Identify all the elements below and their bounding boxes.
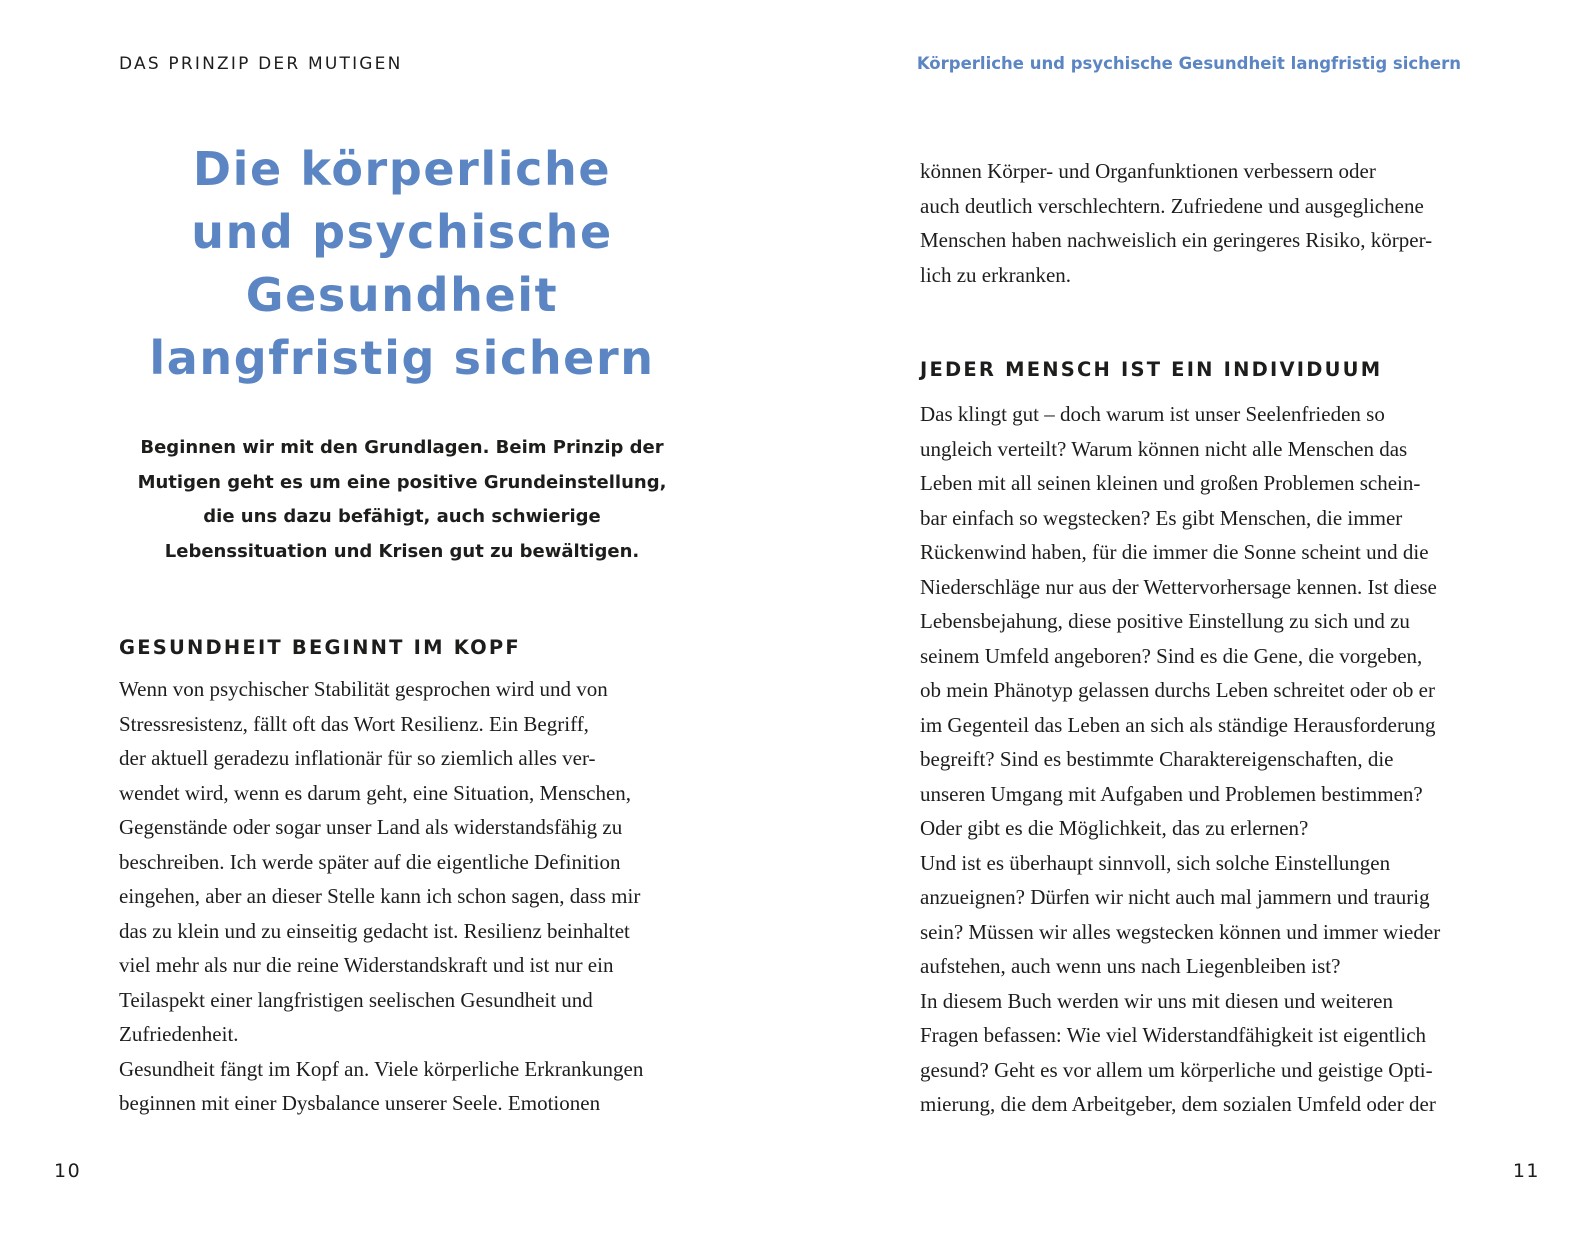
page-number-left: 10 bbox=[54, 1160, 82, 1182]
body-line: Gegenstände oder sogar unser Land als widerstandsfähig zu bbox=[119, 815, 623, 839]
body-line: Zufriedenheit. bbox=[119, 1022, 239, 1046]
body-line: mierung, die dem Arbeitgeber, dem sozialen Umfeld oder der bbox=[920, 1092, 1436, 1116]
body-line: sein? Müssen wir alles wegstecken können und immer wieder bbox=[920, 919, 1441, 944]
chapter-title-line: und psychische bbox=[191, 205, 613, 259]
body-line: können Körper- und Organfunktionen verbessern oder bbox=[920, 159, 1376, 183]
intro-line: die uns dazu befähigt, auch schwierige bbox=[203, 506, 601, 527]
body-text-right bbox=[920, 397, 1440, 1122]
section-heading-individuum: JEDER MENSCH IST EIN INDIVIDUUM bbox=[920, 358, 1383, 381]
section-heading-gesundheit: GESUNDHEIT BEGINNT IM KOPF bbox=[119, 636, 521, 659]
body-line: viel mehr als nur die reine Widerstandskraft und ist nur ein bbox=[119, 953, 614, 977]
body-line: gesund? Geht es vor allem um körperliche und geistige Opti- bbox=[920, 1057, 1433, 1082]
body-line: Wenn von psychischer Stabilität gesprochen wird und von bbox=[119, 677, 608, 701]
body-line: In diesem Buch werden wir uns mit diesen und weiteren bbox=[920, 988, 1393, 1013]
body-line: im Gegenteil das Leben an sich als ständige Herausforderung bbox=[920, 712, 1436, 737]
body-line: das zu klein und zu einseitig gedacht ist. Resilienz beinhaltet bbox=[119, 918, 630, 943]
right-page bbox=[797, 0, 1594, 1240]
body-line: unseren Umgang mit Aufgaben und Problemen bestimmen? bbox=[920, 781, 1423, 806]
body-line: seinem Umfeld angeboren? Sind es die Gene, die vorgeben, bbox=[920, 643, 1423, 668]
body-line: Niederschläge nur aus der Wettervorhersage kennen. Ist diese bbox=[920, 574, 1437, 599]
body-line: begreift? Sind es bestimmte Charaktereigenschaften, die bbox=[920, 747, 1394, 771]
body-line: Stressresistenz, fällt oft das Wort Resilienz. Ein Begriff, bbox=[119, 711, 589, 736]
body-line: beginnen mit einer Dysbalance unserer Seele. Emotionen bbox=[119, 1091, 601, 1115]
page-number-right: 11 bbox=[1512, 1160, 1540, 1182]
body-line: Lebensbejahung, diese positive Einstellung zu sich und zu bbox=[920, 609, 1410, 633]
body-line: Leben mit all seinen kleinen und großen Problemen schein- bbox=[920, 471, 1421, 495]
body-line: der aktuell geradezu inflationär für so ziemlich alles ver- bbox=[119, 746, 596, 770]
body-line: Fragen befassen: Wie viel Widerstandfähigkeit ist eigentlich bbox=[920, 1023, 1427, 1047]
body-line: Gesundheit fängt im Kopf an. Viele körperliche Erkrankungen bbox=[119, 1056, 644, 1081]
body-line: auch deutlich verschlechtern. Zufriedene und ausgeglichene bbox=[920, 193, 1424, 218]
body-line: bar einfach so wegstecken? Es gibt Menschen, die immer bbox=[920, 505, 1403, 530]
intro-line: Lebenssituation und Krisen gut zu bewältigen. bbox=[164, 540, 640, 562]
body-line: aufstehen, auch wenn uns nach Liegenbleiben ist? bbox=[920, 954, 1341, 978]
body-line: Rückenwind haben, für die immer die Sonne scheint und die bbox=[920, 540, 1429, 564]
body-line: Das klingt gut – doch warum ist unser Seelenfrieden so bbox=[920, 402, 1385, 426]
body-line: Oder gibt es die Möglichkeit, das zu erlernen? bbox=[920, 816, 1309, 840]
chapter-title-line: Die körperliche bbox=[192, 142, 612, 196]
intro-line: Beginnen wir mit den Grundlagen. Beim Prinzip der bbox=[140, 437, 664, 458]
body-line: eingehen, aber an dieser Stelle kann ich schon sagen, dass mir bbox=[119, 884, 641, 908]
body-line: Teilaspekt einer langfristigen seelischen Gesundheit und bbox=[119, 987, 593, 1012]
chapter-title-line: langfristig sichern bbox=[149, 331, 655, 385]
body-line: beschreiben. Ich werde später auf die eigentliche Definition bbox=[119, 849, 621, 874]
chapter-title bbox=[119, 138, 685, 390]
intro-line: Mutigen geht es um eine positive Grundeinstellung, bbox=[137, 471, 667, 493]
body-line: lich zu erkranken. bbox=[920, 262, 1072, 287]
intro-paragraph bbox=[119, 431, 685, 569]
running-head-left: DAS PRINZIP DER MUTIGEN bbox=[119, 54, 403, 74]
body-line: ungleich verteilt? Warum können nicht alle Menschen das bbox=[920, 436, 1408, 461]
chapter-title-line: Gesundheit bbox=[245, 268, 559, 322]
running-head-right: Körperliche und psychische Gesundheit langfristig sichern bbox=[916, 54, 1461, 73]
body-text-left bbox=[119, 672, 643, 1121]
body-line: ob mein Phänotyp gelassen durchs Leben schreitet oder ob er bbox=[920, 678, 1435, 702]
body-line: Menschen haben nachweislich ein geringeres Risiko, körper- bbox=[920, 228, 1433, 252]
body-line: anzueignen? Dürfen wir nicht auch mal jammern und traurig bbox=[920, 885, 1430, 909]
body-line: wendet wird, wenn es darum geht, eine Situation, Menschen, bbox=[119, 780, 632, 805]
continued-text bbox=[920, 154, 1432, 292]
body-line: Und ist es überhaupt sinnvoll, sich solche Einstellungen bbox=[920, 850, 1391, 875]
